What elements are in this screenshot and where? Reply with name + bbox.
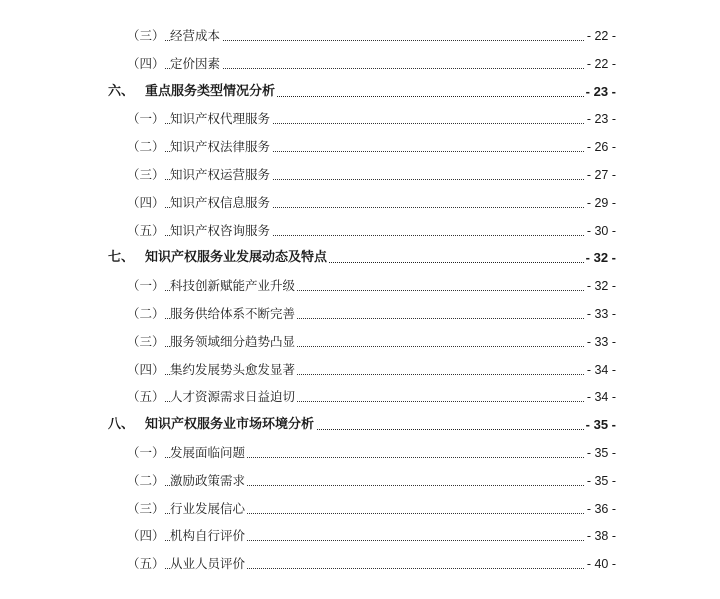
- toc-entry-title[interactable]: 知识产权法律服务: [170, 135, 272, 159]
- toc-entry-title[interactable]: 定价因素: [170, 52, 222, 76]
- toc-section-entry[interactable]: [0, 107, 720, 131]
- toc-entry-page-number: - 40 -: [585, 552, 616, 576]
- toc-entry-title[interactable]: 重点服务类型情况分析: [145, 80, 277, 104]
- toc-section-entry[interactable]: [0, 163, 720, 187]
- toc-entry-title[interactable]: 知识产权代理服务: [170, 107, 272, 131]
- toc-entry-page-number: - 22 -: [585, 24, 616, 48]
- toc-entry-page-number: - 35 -: [585, 441, 616, 465]
- toc-entry-page-number: - 23 -: [585, 107, 616, 131]
- toc-entry-number: （四）: [127, 191, 165, 215]
- toc-entry-title[interactable]: 知识产权服务业市场环境分析: [145, 413, 316, 437]
- toc-section-entry[interactable]: [0, 302, 720, 326]
- toc-section-entry[interactable]: [0, 24, 720, 48]
- toc-section-entry[interactable]: [0, 219, 720, 243]
- toc-entry-page-number: - 35 -: [585, 469, 616, 493]
- toc-section-entry[interactable]: [0, 469, 720, 493]
- toc-entry-page-number: - 33 -: [585, 302, 616, 326]
- toc-entry-page-number: - 38 -: [585, 524, 616, 548]
- toc-entry-page-number: - 26 -: [585, 135, 616, 159]
- toc-section-entry[interactable]: [0, 524, 720, 548]
- toc-entry-title[interactable]: 知识产权信息服务: [170, 191, 272, 215]
- toc-entry-number: （二）: [127, 302, 165, 326]
- toc-chapter-entry[interactable]: [0, 80, 720, 104]
- toc-chapter-entry[interactable]: [0, 246, 720, 270]
- toc-entry-page-number: - 27 -: [585, 163, 616, 187]
- toc-entry-title[interactable]: 知识产权运营服务: [170, 163, 272, 187]
- toc-entry-title[interactable]: 行业发展信心: [170, 497, 247, 521]
- toc-entry-number: （一）: [127, 274, 165, 298]
- toc-section-entry[interactable]: [0, 330, 720, 354]
- toc-entry-page-number: - 22 -: [585, 52, 616, 76]
- toc-entry-title[interactable]: 科技创新赋能产业升级: [170, 274, 297, 298]
- toc-entry-page-number: - 32 -: [584, 246, 616, 270]
- toc-entry-number: （五）: [127, 552, 165, 576]
- toc-entry-title[interactable]: 发展面临问题: [170, 441, 247, 465]
- toc-entry-number: 六、: [108, 80, 134, 104]
- toc-entry-page-number: - 34 -: [585, 358, 616, 382]
- toc-section-entry[interactable]: [0, 274, 720, 298]
- toc-entry-page-number: - 33 -: [585, 330, 616, 354]
- toc-section-entry[interactable]: [0, 441, 720, 465]
- toc-entry-number: （三）: [127, 330, 165, 354]
- toc-entry-number: （二）: [127, 135, 165, 159]
- toc-chapter-entry[interactable]: [0, 413, 720, 437]
- toc-entry-number: （五）: [127, 385, 165, 409]
- toc-entry-page-number: - 32 -: [585, 274, 616, 298]
- toc-section-entry[interactable]: [0, 191, 720, 215]
- toc-entry-number: （一）: [127, 441, 165, 465]
- toc-entry-title[interactable]: 激励政策需求: [170, 469, 247, 493]
- toc-entry-title[interactable]: 从业人员评价: [170, 552, 247, 576]
- toc-entry-number: （四）: [127, 52, 165, 76]
- toc-entry-number: （一）: [127, 107, 165, 131]
- toc-entry-number: （四）: [127, 358, 165, 382]
- toc-entry-title[interactable]: 人才资源需求日益迫切: [170, 385, 297, 409]
- toc-entry-number: （二）: [127, 469, 165, 493]
- toc-entry-number: （四）: [127, 524, 165, 548]
- toc-entry-number: （三）: [127, 24, 165, 48]
- toc-entry-page-number: - 30 -: [585, 219, 616, 243]
- toc-entry-title[interactable]: 服务供给体系不断完善: [170, 302, 297, 326]
- toc-entry-title[interactable]: 集约发展势头愈发显著: [170, 358, 297, 382]
- toc-entry-page-number: - 29 -: [585, 191, 616, 215]
- toc-section-entry[interactable]: [0, 497, 720, 521]
- toc-entry-title[interactable]: 机构自行评价: [170, 524, 247, 548]
- toc-entry-number: 八、: [108, 413, 134, 437]
- toc-entry-number: 七、: [108, 246, 134, 270]
- toc-entry-number: （五）: [127, 219, 165, 243]
- toc-entry-page-number: - 36 -: [585, 497, 616, 521]
- toc-section-entry[interactable]: [0, 135, 720, 159]
- toc-entry-page-number: - 34 -: [585, 385, 616, 409]
- toc-entry-number: （三）: [127, 497, 165, 521]
- toc-section-entry[interactable]: [0, 385, 720, 409]
- toc-entry-title[interactable]: 知识产权咨询服务: [170, 219, 272, 243]
- toc-section-entry[interactable]: [0, 358, 720, 382]
- toc-entry-title[interactable]: 知识产权服务业发展动态及特点: [145, 246, 329, 270]
- toc-section-entry[interactable]: [0, 52, 720, 76]
- toc-section-entry[interactable]: [0, 552, 720, 576]
- toc-entry-title[interactable]: 服务领域细分趋势凸显: [170, 330, 297, 354]
- toc-entry-page-number: - 23 -: [584, 80, 616, 104]
- toc-entry-page-number: - 35 -: [584, 413, 616, 437]
- toc-entry-number: （三）: [127, 163, 165, 187]
- toc-entry-title[interactable]: 经营成本: [170, 24, 222, 48]
